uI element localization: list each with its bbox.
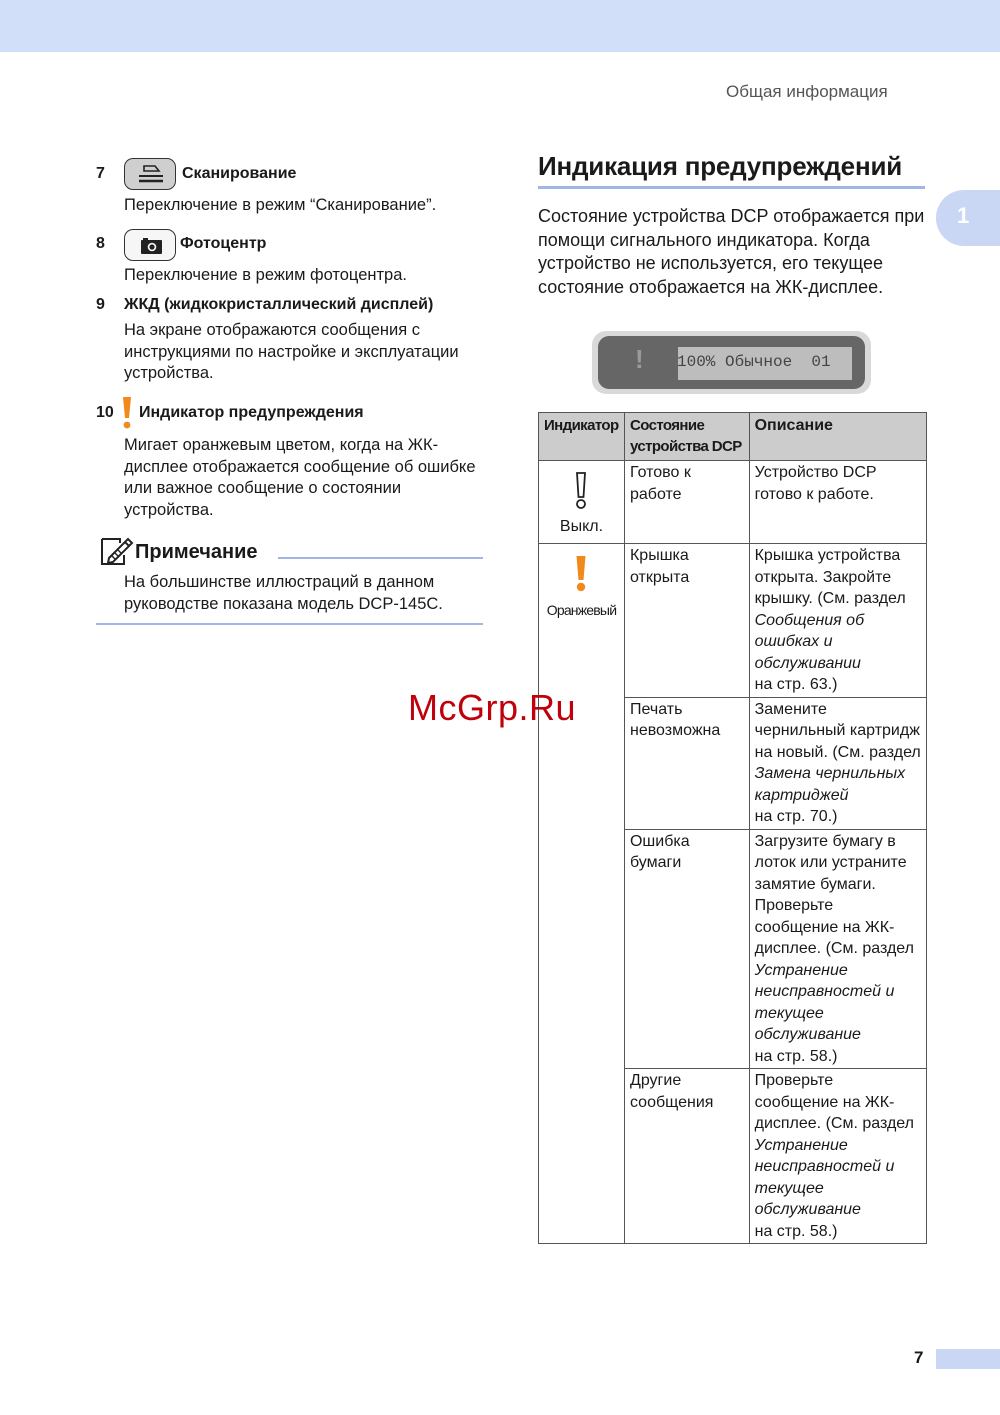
description-cell xyxy=(749,829,926,1069)
warning-exclamation-icon xyxy=(120,396,134,430)
item-number: 7 xyxy=(96,165,105,182)
item-description: Мигает оранжевым цветом, когда на ЖК-дисплее отображается сообщение об ошибке или важное сообщение о состоянии устройства. xyxy=(124,436,476,519)
description-text: Устройство DCP готово к работе. xyxy=(754,464,877,503)
description-page: на стр. 58.) xyxy=(754,1047,838,1065)
description-text: Замените чернильный картридж на новый. (См. раздел xyxy=(754,700,921,761)
column-header: Состояние устройства DCP xyxy=(624,413,749,461)
description-cell xyxy=(749,1069,926,1244)
chapter-number: 1 xyxy=(957,203,970,228)
indicator-cell xyxy=(539,461,625,544)
item-description: Переключение в режим фотоцентра. xyxy=(124,266,407,284)
led-orange-icon xyxy=(571,554,591,594)
description-reference: Устранение неисправностей и текущее обслуживание xyxy=(754,1136,895,1218)
description-cell xyxy=(749,461,926,544)
photo-key xyxy=(124,229,176,261)
section-title: Индикация предупреждений xyxy=(538,151,903,181)
section-rule xyxy=(538,186,925,189)
section-intro: Состояние устройства DCP отображается при помощи сигнального индикатора. Когда устройство не используется, его текущее состояние отображается на ЖК-дисплее. xyxy=(538,206,925,297)
state-cell: Другие сообщения xyxy=(624,1069,749,1244)
led-off-icon xyxy=(571,471,591,511)
table-row xyxy=(539,461,927,544)
item-number: 8 xyxy=(96,235,105,252)
running-header: Общая информация xyxy=(726,82,888,101)
status-table xyxy=(538,412,927,1244)
description-page: на стр. 70.) xyxy=(754,808,838,825)
scan-icon xyxy=(125,159,177,191)
column-header: Индикатор xyxy=(539,413,625,461)
item-number: 9 xyxy=(96,296,105,313)
page-number: 7 xyxy=(914,1348,924,1367)
lcd-text: 100% Обычное 01 xyxy=(677,353,831,371)
note-top-rule xyxy=(278,557,483,559)
description-cell xyxy=(749,544,926,698)
camera-icon xyxy=(125,230,177,262)
lcd-display-illustration xyxy=(592,331,871,394)
description-reference: Устранение неисправностей и текущее обслуживание xyxy=(754,961,895,1043)
item-title: Фотоцентр xyxy=(180,235,267,252)
state-cell: Ошибка бумаги xyxy=(624,829,749,1069)
item-description: Переключение в режим “Сканирование”. xyxy=(124,196,437,214)
indicator-label: Выкл. xyxy=(559,518,604,535)
note-pencil-icon xyxy=(98,533,134,567)
lcd-warning-icon: ! xyxy=(635,344,644,374)
note-bottom-rule xyxy=(96,623,483,625)
table-header-row xyxy=(539,413,927,461)
indicator-cell xyxy=(539,544,625,1244)
note-title: Примечание xyxy=(135,541,258,563)
item-title: ЖКД (жидкокристаллический дисплей) xyxy=(124,296,434,313)
description-text: Загрузите бумагу в лоток или устраните замятие бумаги. Проверьте сообщение на ЖК-дисплее. (См. раздел xyxy=(754,832,914,957)
column-header: Описание xyxy=(749,413,926,461)
state-cell: Готово к работе xyxy=(624,461,749,544)
watermark: McGrp.Ru xyxy=(408,687,577,728)
description-reference: Сообщения об ошибках и обслуживании xyxy=(754,611,865,672)
description-text: Проверьте сообщение на ЖК-дисплее. (См. раздел xyxy=(754,1072,914,1132)
item-title: Сканирование xyxy=(182,165,297,182)
item-description: На экране отображаются сообщения с инструкциями по настройке и эксплуатации устройства. xyxy=(124,321,459,382)
top-color-band xyxy=(0,0,1000,52)
indicator-label: Оранжевый xyxy=(546,602,617,618)
note-text: На большинстве иллюстраций в данном руководстве показана модель DCP-145C. xyxy=(124,573,443,613)
description-cell xyxy=(749,697,926,829)
state-cell: Крышка открыта xyxy=(624,544,749,698)
table-row xyxy=(539,544,927,698)
description-text: Крышка устройства открыта. Закройте крышку. (См. раздел xyxy=(754,547,906,607)
description-page: на стр. 58.) xyxy=(754,1222,838,1240)
description-reference: Замена чернильных картриджей xyxy=(754,765,906,804)
scan-key xyxy=(124,158,176,190)
item-title: Индикатор предупреждения xyxy=(139,404,364,421)
page-tab xyxy=(936,1349,1000,1369)
state-cell: Печать невозможна xyxy=(624,697,749,829)
description-page: на стр. 63.) xyxy=(754,676,838,693)
item-number: 10 xyxy=(96,404,114,421)
